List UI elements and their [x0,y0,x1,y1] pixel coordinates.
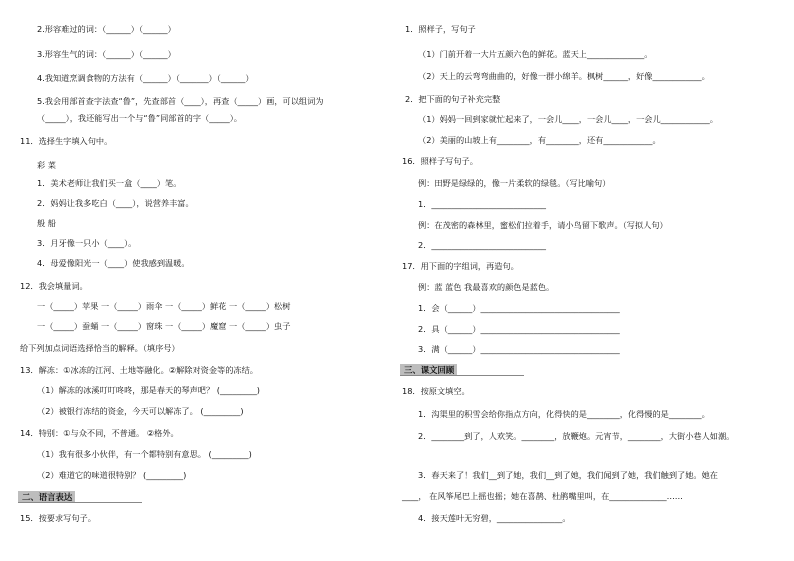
left-line-1: 2.形容难过的词：（______）（______） [37,24,176,34]
q11-heading: 11．选择生字填入句中。 [20,136,113,146]
q16-example-2: 例：在茂密的森林里，蜜松们拉着手，请小鸟留下歌声。（写拟人句） [418,220,668,230]
q18-item-3b: ____， 在风筝尾巴上摇也摇；她在喜鹊、杜鹃嘴里叫，在______________…… [402,491,683,501]
q16-heading: 16．照样子写句子。 [402,156,478,166]
q13-heading: 13．解冻：①冰冻的江河、土地等融化。②解除对资金等的冻结。 [20,365,258,375]
q18-item-3a: 3．春天来了！我们__到了她，我们__到了她，我们闻到了她，我们触到了她。她在 [418,470,718,480]
right-line-3: （2）天上的云弯弯曲曲的，好像一群小绵羊。枫树______，好像____________。 [418,71,710,81]
explain-instruction: 给下列加点词语选择恰当的解释。（填序号） [20,343,180,353]
left-line-8: 1．美术老师让我们买一盒（____）笔。 [37,178,182,188]
q17-item-1: 1．会（______）__________________________________ [418,303,620,313]
right-line-5: （1）妈妈一回到家就忙起来了，一会儿____，一会儿____，一会儿____________。 [418,114,718,124]
q14-item-1: （1）我有很多小伙伴，有一个都特别有意思。 (_________) [37,449,252,459]
section-heading-review: 三、课文回顾 [404,365,455,375]
left-line-3: 4.我知道烹调食物的方法有（______）（_______）（______） [37,73,254,83]
left-line-12: 4．母爱像阳光一（____）使我感到温暖。 [37,258,190,268]
q18-heading: 18．按原文填空。 [402,386,470,396]
right-line-4: 2．把下面的句子补充完整 [405,94,501,104]
right-line-6: （2）美丽的山坡上有________，有________，还有____________。 [418,135,661,145]
q17-item-3: 3．满（______）__________________________________ [418,344,620,354]
section-heading-language: 二、语言表达 [22,492,73,502]
q11-chars-1: 彩 菜 [37,160,56,170]
q14-item-2: （2）难道它的味道很特别？ (_________) [37,470,187,480]
right-line-2: （1）门前开着一大片五颜六色的鲜花。蓝天上______________。 [418,49,653,59]
q18-item-2: 2．________到了，人欢笑。________，放鞭炮。元宵节，________，大街小巷人如潮。 [418,431,735,441]
q13-item-2: （2）被银行冻结的资金，今天可以解冻了。 (_________) [37,406,244,416]
left-line-5: （_____），我还能写出一个与“鲁”同部首的字（_____）。 [37,113,242,123]
left-line-9: 2．妈妈让我多吃白（____），说营养丰富。 [37,198,194,208]
q12-heading: 12．我会填量词。 [20,281,88,291]
q12-row-1: 一（_____）苹果 一（_____）雨伞 一（_____）鲜花 一（_____）松树 [37,301,291,311]
left-line-11: 3．月牙像一只小（____）。 [37,238,137,248]
q11-chars-2: 般 船 [37,218,56,228]
q16-example-1: 例：田野是绿绿的，像一片柔软的绿毯。（写比喻句） [418,178,611,188]
q16-answer-1: 1．____________________________ [418,199,547,209]
left-line-2: 3.形容生气的词：（______）（______） [37,49,176,59]
right-line-1: 1．照样子，写句子 [405,24,476,34]
q18-item-4: 4．接天莲叶无穷碧，________________。 [418,513,571,523]
q18-item-1: 1．沟渠里的积雪会给你指点方向，化得快的是________，化得慢的是________。 [418,409,710,419]
q15-heading: 15．按要求写句子。 [20,513,96,523]
q16-answer-2: 2．____________________________ [418,240,547,250]
q17-item-2: 2．具（______）__________________________________ [418,324,620,334]
left-line-4: 5.我会用部首查字法查“鲁”，先查部首（____），再查（_____）画，可以组词为 [37,96,324,106]
q12-row-2: 一（_____）蚕蛹 一（_____）窗珠 一（_____）魔窟 一（_____）虫子 [37,321,291,331]
q13-item-1: （1）解冻的冰溪叮叮咚咚，那是春天的琴声吧？ (_________) [37,385,260,395]
q14-heading: 14．特别：①与众不同，不普通。 ②格外。 [20,428,179,438]
q17-heading: 17．用下面的字组词，再造句。 [402,261,519,271]
q17-example: 例：蓝 蓝色 我最喜欢的颜色是蓝色。 [418,282,555,292]
